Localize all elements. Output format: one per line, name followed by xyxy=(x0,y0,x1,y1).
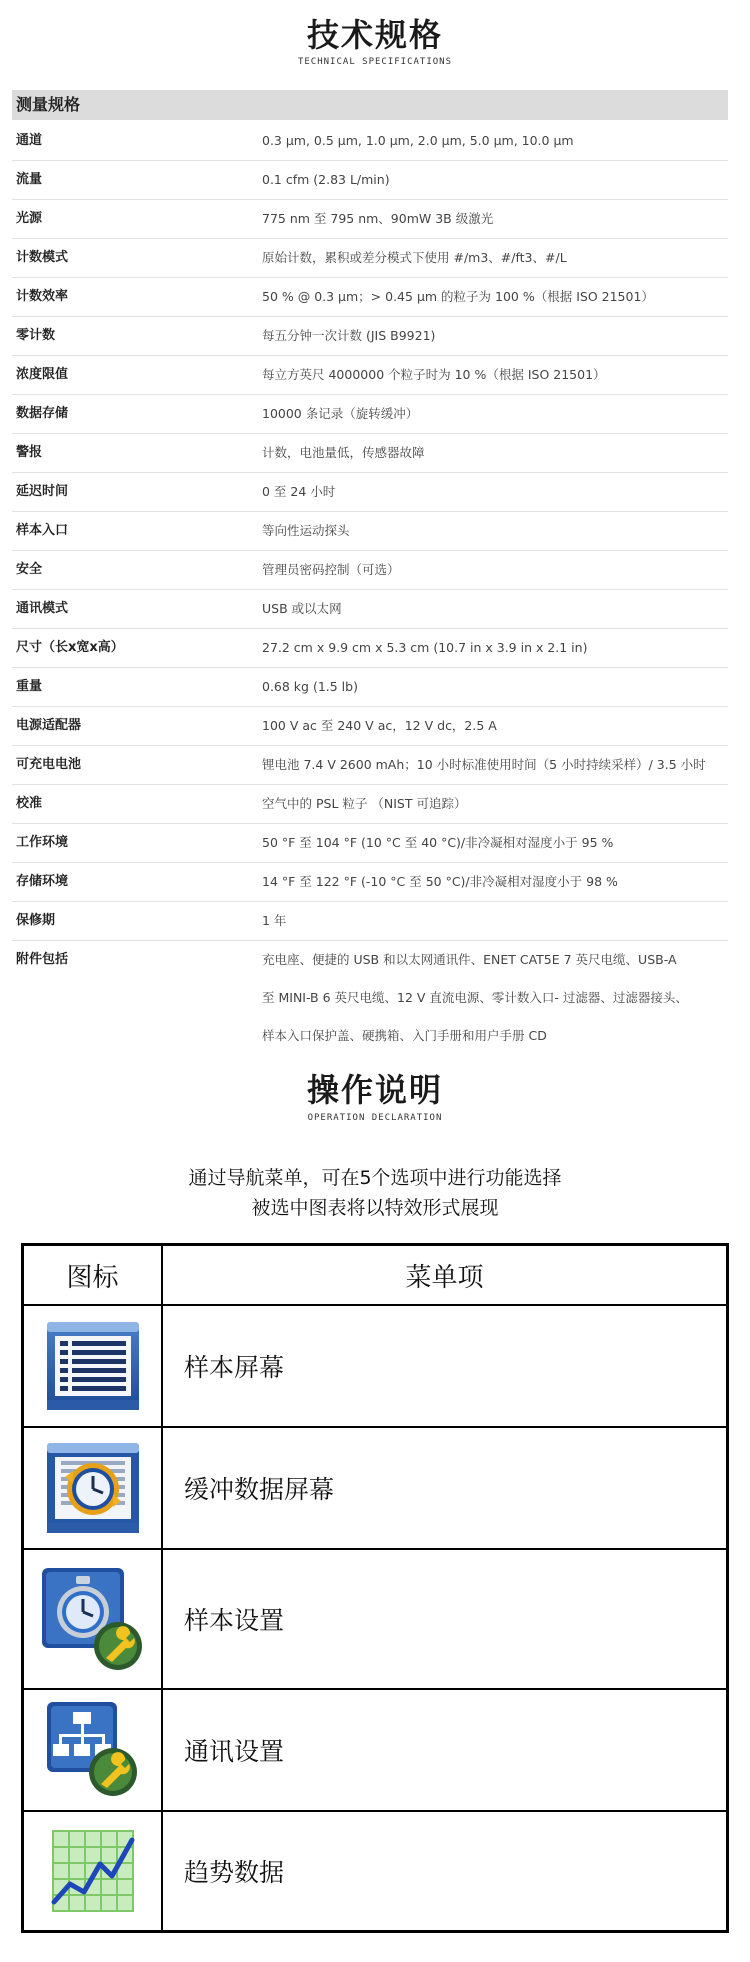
spec-value: 空气中的 PSL 粒子 （NIST 可追踪） xyxy=(262,796,467,811)
spec-value: 14 °F 至 122 °F (-10 °C 至 50 °C)/非冷凝相对湿度小于 98 % xyxy=(262,874,618,889)
menu-item-label: 样本屏幕 xyxy=(184,1353,285,1382)
menu-table-header xyxy=(24,1246,726,1306)
menu-item-label: 缓冲数据屏幕 xyxy=(184,1475,335,1504)
spec-label: 样本入口 xyxy=(16,523,69,538)
spec-value: 原始计数，累积或差分模式下使用 #/m3、#/ft3、#/L xyxy=(262,250,567,265)
header-icon-column: 图标 xyxy=(66,1262,119,1293)
spec-row xyxy=(12,707,728,746)
spec-value: 0.68 kg (1.5 lb) xyxy=(262,679,358,694)
spec-label: 通讯模式 xyxy=(16,601,69,616)
spec-label: 安全 xyxy=(16,562,43,577)
spec-row xyxy=(12,473,728,512)
spec-label: 电源适配器 xyxy=(16,718,82,733)
spec-value: 每五分钟一次计数 (JIS B9921) xyxy=(262,328,436,343)
menu-row-buffer-data-screen[interactable] xyxy=(24,1428,726,1550)
spec-value: 50 °F 至 104 °F (10 °C 至 40 °C)/非冷凝相对湿度小于 95 % xyxy=(262,835,614,850)
spec-table xyxy=(12,122,728,1055)
spec-value: 0.1 cfm (2.83 L/min) xyxy=(262,172,390,187)
accessories-line: 至 MINI-B 6 英尺电缆、12 V 直流电源、零计数入口- 过滤器、过滤器接头、 xyxy=(262,990,688,1005)
spec-label: 延迟时间 xyxy=(16,484,69,499)
spec-label: 流量 xyxy=(16,172,43,187)
spec-value: 27.2 cm x 9.9 cm x 5.3 cm (10.7 in x 3.9 in x 2.1 in) xyxy=(262,640,588,655)
spec-value: 锂电池 7.4 V 2600 mAh；10 小时标准使用时间（5 小时持续采样）/ 3.5 小时 xyxy=(262,757,706,772)
tech-spec-title: 技术规格 xyxy=(306,16,443,54)
spec-row xyxy=(12,629,728,668)
menu-item-label: 样本设置 xyxy=(184,1606,285,1635)
spec-value: 0 至 24 小时 xyxy=(262,484,336,499)
menu-item-label: 趋势数据 xyxy=(184,1858,285,1887)
sample-screen-icon xyxy=(24,1306,161,1426)
accessories-line: 充电座、便捷的 USB 和以太网通讯件、ENET CAT5E 7 英尺电缆、USB-A xyxy=(262,952,677,967)
accessories-line: 样本入口保护盖、硬携箱、入门手册和用户手册 CD xyxy=(262,1028,547,1043)
spec-row xyxy=(12,239,728,278)
sample-settings-icon xyxy=(24,1550,161,1688)
spec-value: 1 年 xyxy=(262,913,287,928)
spec-label: 零计数 xyxy=(16,328,56,343)
spec-row xyxy=(12,122,728,161)
operation-subtitle: OPERATION DECLARATION xyxy=(307,1113,443,1123)
spec-row xyxy=(12,200,728,239)
measurement-spec-header: 测量规格 xyxy=(12,90,728,120)
operation-title: 操作说明 xyxy=(306,1071,443,1109)
spec-label: 光源 xyxy=(16,211,43,226)
menu-row-sample-screen[interactable] xyxy=(24,1306,726,1428)
tech-spec-subtitle: TECHNICAL SPECIFICATIONS xyxy=(297,57,453,67)
spec-value: 775 nm 至 795 nm、90mW 3B 级激光 xyxy=(262,211,494,226)
spec-row xyxy=(12,902,728,941)
spec-label: 重量 xyxy=(16,679,43,694)
header-menu-item-column: 菜单项 xyxy=(405,1262,484,1293)
spec-label: 计数效率 xyxy=(16,289,69,304)
spec-row xyxy=(12,746,728,785)
spec-label: 存储环境 xyxy=(16,874,69,889)
menu-table xyxy=(21,1243,729,1933)
spec-value: 管理员密码控制（可选） xyxy=(262,562,400,577)
spec-value: 50 % @ 0.3 µm；> 0.45 µm 的粒子为 100 %（根据 ISO 21501） xyxy=(262,289,654,304)
spec-row xyxy=(12,356,728,395)
spec-value-accessories xyxy=(262,941,728,1055)
spec-label: 工作环境 xyxy=(16,835,69,850)
spec-value: 10000 条记录（旋转缓冲） xyxy=(262,406,419,421)
spec-label: 浓度限值 xyxy=(16,367,69,382)
spec-label: 尺寸（长x宽x高） xyxy=(16,640,124,655)
spec-row xyxy=(12,317,728,356)
spec-value: 计数，电池量低，传感器故障 xyxy=(262,445,425,460)
menu-row-sample-settings[interactable] xyxy=(24,1550,726,1690)
operation-intro-line-1: 通过导航菜单，可在5个选项中进行功能选择 xyxy=(188,1167,562,1189)
spec-row xyxy=(12,161,728,200)
spec-value: 0.3 µm, 0.5 µm, 1.0 µm, 2.0 µm, 5.0 µm, 10.0 µm xyxy=(262,133,574,148)
spec-value: 每立方英尺 4000000 个粒子时为 10 %（根据 ISO 21501） xyxy=(262,367,606,382)
spec-label: 计数模式 xyxy=(16,250,69,265)
trend-data-icon xyxy=(24,1812,161,1930)
spec-row xyxy=(12,551,728,590)
spec-row xyxy=(12,824,728,863)
spec-value: 等向性运动探头 xyxy=(262,523,350,538)
spec-label: 警报 xyxy=(16,445,43,460)
menu-row-trend-data[interactable] xyxy=(24,1812,726,1930)
spec-row xyxy=(12,395,728,434)
spec-label: 附件包括 xyxy=(16,952,69,967)
spec-row xyxy=(12,668,728,707)
spec-row xyxy=(12,863,728,902)
spec-row xyxy=(12,785,728,824)
spec-label: 校准 xyxy=(16,796,43,811)
spec-value: 100 V ac 至 240 V ac，12 V dc，2.5 A xyxy=(262,718,497,733)
buffer-data-screen-icon xyxy=(24,1428,161,1548)
menu-item-label: 通讯设置 xyxy=(184,1737,285,1766)
spec-row xyxy=(12,512,728,551)
spec-value: USB 或以太网 xyxy=(262,601,342,616)
operation-intro-line-2: 被选中图表将以特效形式展现 xyxy=(251,1197,499,1219)
spec-label: 保修期 xyxy=(16,913,56,928)
spec-label: 可充电电池 xyxy=(16,757,82,772)
spec-row xyxy=(12,278,728,317)
spec-row-accessories xyxy=(12,941,728,1055)
spec-row xyxy=(12,590,728,629)
spec-label: 通道 xyxy=(16,133,43,148)
spec-label: 数据存储 xyxy=(16,406,69,421)
communication-settings-icon xyxy=(24,1690,161,1810)
menu-row-communication-settings[interactable] xyxy=(24,1690,726,1812)
spec-row xyxy=(12,434,728,473)
